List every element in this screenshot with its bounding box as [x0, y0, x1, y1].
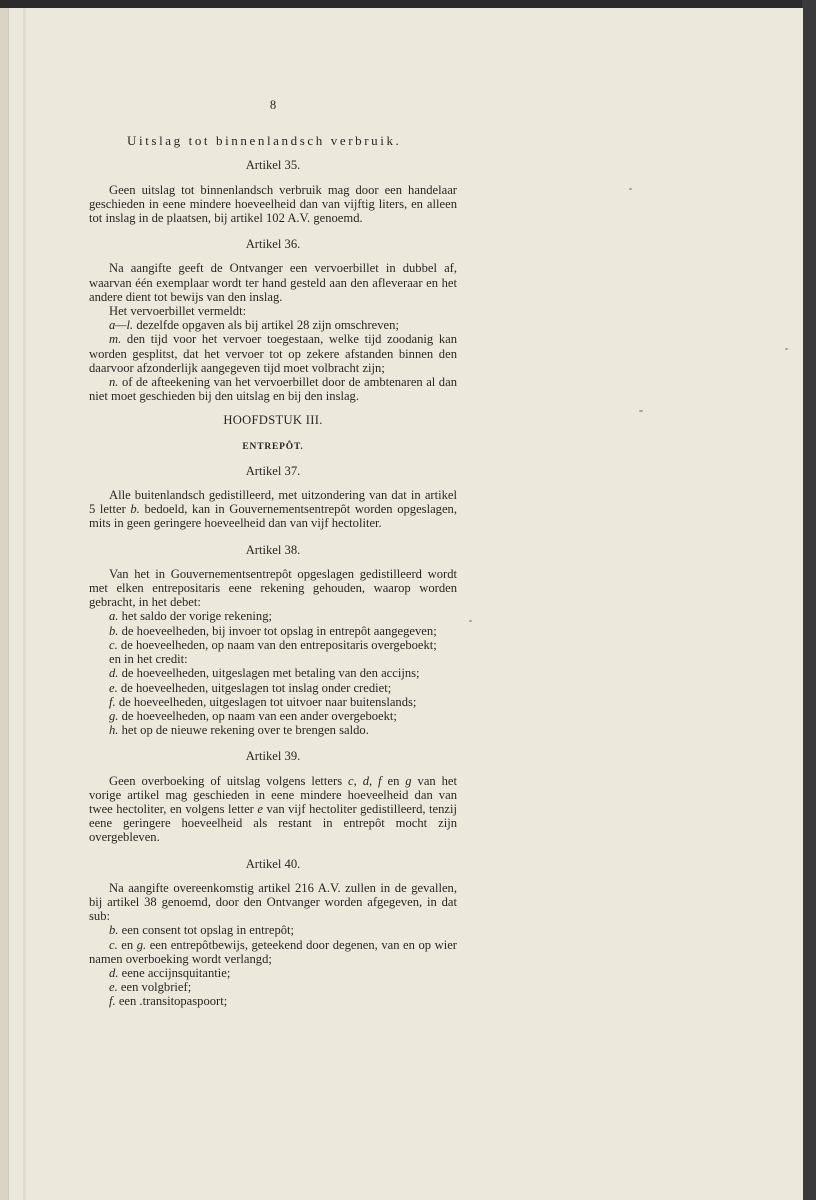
article-38-item-h: h. het op de nieuwe rekening over te brengen saldo.	[109, 723, 369, 738]
article-38-credit: en in het credit:	[109, 652, 188, 667]
paper-speck	[629, 188, 632, 190]
chapter-heading: HOOFDSTUK III.	[223, 413, 323, 428]
article-39-text: Geen overboeking of uitslag volgens letters c, d, f en g van het vorige artikel mag geschieden in eene mindere hoeveelheid dan van twee hectoliter, en volgens letter e van vijf hectoliter gedistilleerd, tenzij eene geringere hoeveelheid als restant in entrepôt mocht zijn overgebleven.	[89, 773, 457, 845]
paper-speck	[639, 410, 643, 412]
chapter-subtitle: ENTREPÔT.	[242, 441, 304, 452]
item-text: dezelfde opgaven als bij artikel 28 zijn omschreven;	[136, 318, 399, 333]
article-37-text: Alle buitenlandsch gedistilleerd, met uitzondering van dat in artikel 5 letter b. bedoeld, kan in Gouvernementsentrepôt worden opgeslagen, mits in geen geringere hoeveelheid dan van vijf hectoliter.	[89, 488, 457, 531]
article-40-heading: Artikel 40.	[245, 856, 301, 871]
article-40-intro: Na aangifte overeenkomstig artikel 216 A.V. zullen in de gevallen, bij artikel 38 genoemd, door den Ontvanger worden afgegeven, in dat sub:	[89, 880, 457, 924]
article-36-item-m	[89, 332, 457, 375]
article-40-item-e: e. een volgbrief;	[109, 980, 192, 995]
article-36-vermeldt: Het vervoerbillet vermeldt:	[109, 304, 247, 319]
article-36-item-al	[89, 318, 457, 332]
paper-speck	[469, 620, 472, 622]
scan-border-right	[802, 0, 816, 1200]
article-38-item-f: f. de hoeveelheden, uitgeslagen tot uitvoer naar buitenslands;	[109, 694, 417, 709]
document-page	[8, 8, 803, 1200]
item-letter: a—l.	[109, 318, 134, 333]
page-fold-shadow	[23, 8, 26, 1200]
article-38-item-c: c. de hoeveelheden, op naam van den entrepositaris overgeboekt;	[109, 637, 437, 652]
document-body	[89, 98, 457, 1009]
article-36-item-n	[89, 375, 457, 403]
item-letter: n.	[109, 375, 119, 390]
article-40-item-f: f. een .transitopaspoort;	[109, 994, 228, 1009]
article-38-item-b: b. de hoeveelheden, bij invoer tot opslag in entrepôt aangegeven;	[109, 623, 437, 638]
article-38-item-e: e. de hoeveelheden, uitgeslagen tot inslag onder crediet;	[109, 680, 392, 695]
article-40-item-b: b. een consent tot opslag in entrepôt;	[109, 923, 295, 938]
article-35-text: Geen uitslag tot binnenlandsch verbruik mag door een handelaar geschieden in eene mindere hoeveelheid dan van vijftig liters, en alleen tot inslag in de plaatsen, bij artikel 102 A.V. genoemd.	[89, 182, 457, 226]
article-36-heading: Artikel 36.	[245, 237, 301, 252]
article-38-heading: Artikel 38.	[245, 542, 301, 557]
article-40-item-d: d. eene accijnsquitantie;	[109, 965, 231, 980]
paper-speck	[785, 348, 788, 350]
article-38-item-g: g. de hoeveelheden, op naam van een ander overgeboekt;	[109, 708, 397, 723]
article-39-heading: Artikel 39.	[245, 749, 301, 764]
article-38-intro: Van het in Gouvernementsentrepôt opgeslagen gedistilleerd wordt met elken entrepositaris eene rekening gehouden, waarop worden gebracht, in het debet:	[89, 566, 457, 610]
article-38-item-d: d. de hoeveelheden, uitgeslagen met betaling van den accijns;	[109, 666, 420, 681]
scan-border-top	[0, 0, 816, 8]
item-text: den tijd voor het vervoer toegestaan, welke tijd zoodanig kan worden gesplitst, dat het vervoer tot op zekere afstanden binnen den daarvoor afzonderlijk aangegeven tijd moet volbracht zijn;	[89, 332, 457, 375]
article-38-item-a: a. het saldo der vorige rekening;	[109, 609, 272, 624]
article-37-heading: Artikel 37.	[245, 463, 301, 478]
article-36-intro: Na aangifte geeft de Ontvanger een vervoerbillet in dubbel af, waarvan één exemplaar wordt ter hand gesteld aan den afleveraar en het andere dient tot bewijs van den inslag.	[89, 261, 457, 304]
page-number: 8	[269, 98, 277, 112]
article-40-item-cg: c. en g. een entrepôtbewijs, geteekend door degenen, van en op wier namen overboeking wordt verlangd;	[89, 937, 457, 966]
section-title: Uitslag tot binnenlandsch verbruik.	[127, 133, 402, 149]
article-35-heading: Artikel 35.	[245, 158, 301, 173]
item-text: of de afteekening van het vervoerbillet door de ambtenaren al dan niet moet geschieden bij den uitslag en bij den inslag.	[89, 375, 457, 404]
item-letter: m.	[109, 332, 122, 347]
